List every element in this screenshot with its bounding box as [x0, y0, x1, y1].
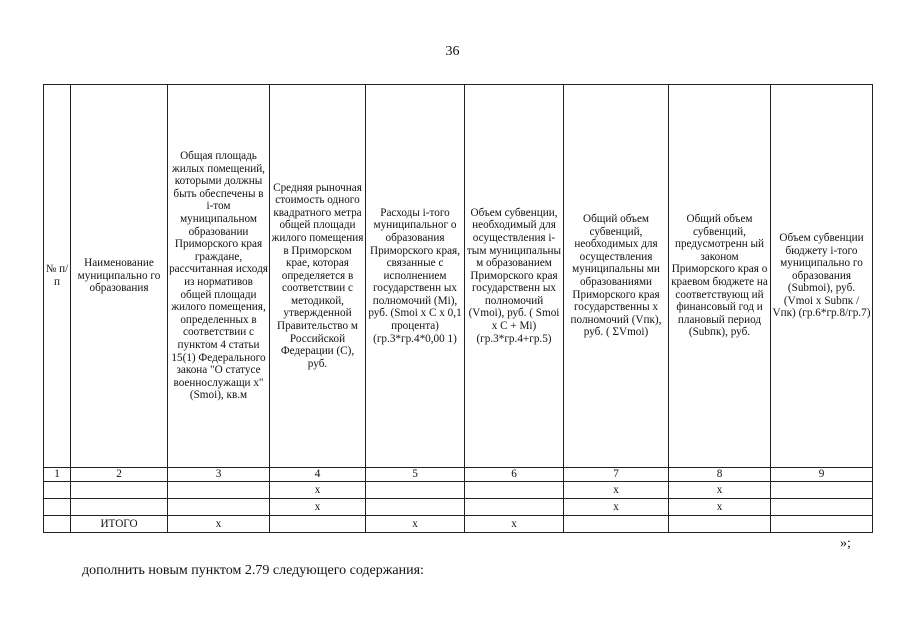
total-label: ИТОГО — [71, 516, 168, 533]
header-cell: Объем субвенции бюджету i-того муниципально го образования (Submoi), руб. (Vmoi х Subпк / Vпк) (гр.6*гр.8/гр.7) — [771, 85, 873, 468]
table-cell: х — [564, 482, 669, 499]
table-cell — [771, 499, 873, 516]
table-cell: х — [564, 499, 669, 516]
column-number: 8 — [669, 468, 771, 482]
column-number: 5 — [366, 468, 465, 482]
column-number-row — [44, 468, 873, 482]
table-cell — [669, 516, 771, 533]
table-cell: х — [669, 482, 771, 499]
column-number: 2 — [71, 468, 168, 482]
table-cell: х — [465, 516, 564, 533]
table-cell: х — [366, 516, 465, 533]
table-cell — [44, 516, 71, 533]
column-number: 1 — [44, 468, 71, 482]
table-cell: х — [669, 499, 771, 516]
table-cell: х — [270, 482, 366, 499]
page-number: 36 — [445, 44, 460, 59]
subvention-table — [43, 84, 873, 533]
column-number: 6 — [465, 468, 564, 482]
column-number: 9 — [771, 468, 873, 482]
header-cell: Объем субвенции, необходимый для осуществления i-тым муниципальны м образованием Приморского края государственн ых полномочий (Vmoi), руб. ( Smoi х C + Mi) (гр.3*гр.4+гр.5) — [465, 85, 564, 468]
table-cell — [71, 482, 168, 499]
table-cell — [465, 482, 564, 499]
table-cell: х — [168, 516, 270, 533]
table-cell — [168, 499, 270, 516]
header-cell: Средняя рыночная стоимость одного квадратного метра общей площади жилого помещения в Приморском крае, которая определяется в соответствии с методикой, утвержденной Правительство м Российской Федерации (С), руб. — [270, 85, 366, 468]
column-number: 3 — [168, 468, 270, 482]
header-cell: № п/ п — [44, 85, 71, 468]
table-cell — [44, 499, 71, 516]
table-cell — [564, 516, 669, 533]
column-number: 7 — [564, 468, 669, 482]
header-cell: Общая площадь жилых помещений, которыми должны быть обеспечены в i-том муниципальном образовании Приморского края граждане, рассчитанная исходя из нормативов общей площади жилого помещения, определенных в соответствии с пунктом 4 статьи 15(1) Федерального закона "О статусе военнослужащи х" (Smoi), кв.м — [168, 85, 270, 468]
header-cell: Расходы i-того муниципальног о образования Приморского края, связанные с исполнением государственн ых полномочий (Mi), руб. (Smoi х C х 0,1 процента) (гр.3*гр.4*0,00 1) — [366, 85, 465, 468]
header-cell: Общий объем субвенций, предусмотренн ый законом Приморского края о краевом бюджете на соответствующ ий финансовый год и плановый период (Subпк), руб. — [669, 85, 771, 468]
table-cell: х — [270, 499, 366, 516]
table-cell — [71, 499, 168, 516]
header-cell: Наименование муниципально го образования — [71, 85, 168, 468]
table-cell — [465, 499, 564, 516]
closing-quote-mark: »; — [840, 536, 851, 551]
table-cell — [366, 499, 465, 516]
table-total-row — [44, 516, 873, 533]
table-cell — [366, 482, 465, 499]
table-row — [44, 499, 873, 516]
amendment-text: дополнить новым пунктом 2.79 следующего содержания: — [82, 563, 424, 578]
table-cell — [168, 482, 270, 499]
table-cell — [771, 516, 873, 533]
column-number: 4 — [270, 468, 366, 482]
table-cell — [771, 482, 873, 499]
table-cell — [44, 482, 71, 499]
table-header-row — [44, 85, 873, 468]
table-cell — [270, 516, 366, 533]
table-row — [44, 482, 873, 499]
header-cell: Общий объем субвенций, необходимых для осуществления муниципальны ми образованиями Приморского края государственны х полномочий (Vпк), руб. ( ΣVmoi) — [564, 85, 669, 468]
